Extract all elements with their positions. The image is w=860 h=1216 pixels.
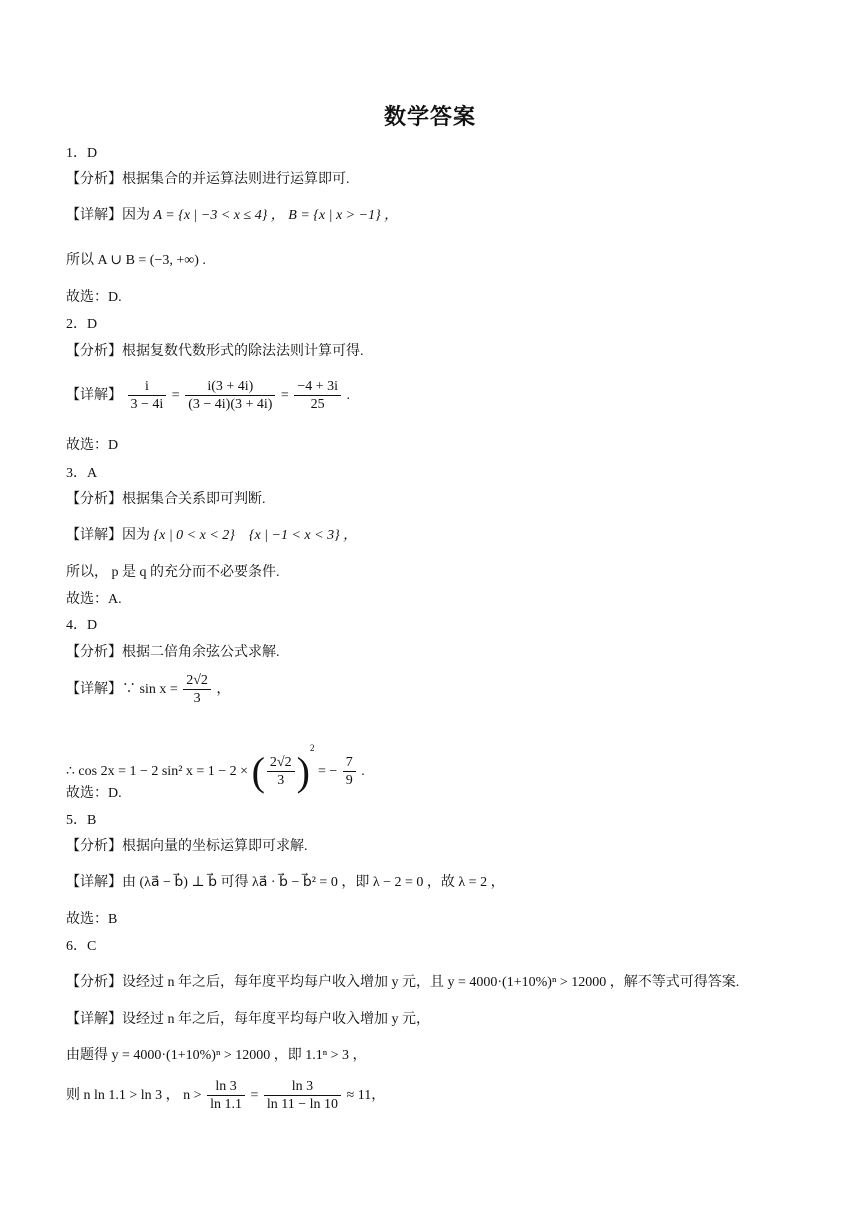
- q2-fraction-3: $\frac{-4 + 3i}{25}$: [294, 378, 341, 413]
- q1-detail-prefix: 【详解】因为: [66, 208, 150, 223]
- q6-left-fraction: $\frac{\ln 3}{\ln 1.1}$: [207, 1078, 245, 1113]
- q6-number: 6．C: [66, 939, 97, 954]
- q1-answer: 故选：D.: [66, 290, 122, 305]
- q5-number: 5．B: [66, 813, 97, 828]
- q5-detail: 【详解】由 (λa⃗ − b⃗) ⊥ b⃗ 可得 λa⃗ · b⃗ − b⃗² = 0 ，即 λ − 2 = 0 ，故 λ = 2 ，: [66, 875, 505, 890]
- q4-detail: 【详解】∵ sin x = $\frac{2√2}{3}$ ，: [66, 673, 231, 707]
- q2-fraction-2: $\frac{i(3 + 4i)}{(3 - 4i)(3 + 4i)}$: [185, 378, 275, 413]
- q5-analysis: 【分析】根据向量的坐标运算即可求解.: [66, 839, 308, 854]
- q4-number: 4．D: [66, 618, 98, 633]
- q4-answer: 故选：D.: [66, 786, 122, 801]
- q6-line2-prefix: 则 n ln 1.1 > ln 3 ， n >: [66, 1088, 202, 1103]
- q1-detail: [66, 207, 398, 225]
- q1-detail-math: A = {x | −3 < x ≤ 4} ， B = {x | x > −1} ，: [153, 208, 399, 223]
- q6-detail: 【详解】设经过 n 年之后，每年度平均每户收入增加 y 元，: [66, 1012, 430, 1027]
- q4-detail-prefix: 【详解】∵ sin x =: [66, 682, 178, 697]
- page-title: 数学答案: [383, 105, 476, 130]
- q2-fraction-1: $\frac{i}{3 - 4i}$: [128, 378, 167, 413]
- q3-detail: [66, 527, 357, 545]
- q2-number: 2．D: [66, 317, 98, 332]
- q2-detail-prefix: 【详解】: [66, 388, 122, 403]
- q2-answer: 故选：D: [66, 438, 119, 453]
- q4-cos-line: ∴ cos 2x = 1 − 2 sin² x = 1 − 2 × ( $\frac{2√2}{3}$ )$^2$ = − $\frac{7}{9}$ .: [66, 743, 365, 794]
- q3-number: 3．A: [66, 466, 98, 481]
- q2-detail: 【详解】 $\frac{i}{3 - 4i}$ = $\frac{i(3 + 4i)}{(3 - 4i)(3 + 4i)}$ = $\frac{-4 + 3i}{25}$ .: [66, 379, 351, 413]
- q5-answer: 故选：B: [66, 912, 118, 927]
- q4-analysis: 【分析】根据二倍角余弦公式求解.: [66, 645, 280, 660]
- q6-analysis: 【分析】设经过 n 年之后，每年度平均每户收入增加 y 元，且 y = 4000·(1+10%)ⁿ > 12000 ，解不等式可得答案.: [66, 975, 740, 990]
- q2-analysis: 【分析】根据复数代数形式的除法法则计算可得.: [66, 344, 364, 359]
- q1-then: 所以 A ∪ B = (−3, +∞) .: [66, 253, 206, 268]
- q6-line2-suffix: ≈ 11，: [346, 1088, 386, 1103]
- q4-sin-fraction: $\frac{2√2}{3}$: [183, 672, 211, 707]
- q4-inner-fraction: $\frac{2√2}{3}$: [267, 754, 295, 789]
- q1-number: 1．D: [66, 146, 98, 161]
- q4-result-fraction: $\frac{7}{9}$: [343, 754, 356, 789]
- q3-detail-math: {x | 0 < x < 2} {x | −1 < x < 3} ，: [153, 528, 358, 543]
- q6-right-fraction: $\frac{\ln 3}{\ln 11 - \ln 10}$: [264, 1078, 341, 1113]
- q6-line1: 由题得 y = 4000·(1+10%)ⁿ > 12000 ，即 1.1ⁿ > 3 ，: [66, 1048, 367, 1063]
- q3-then: 所以， p 是 q 的充分而不必要条件.: [66, 565, 280, 580]
- q1-analysis: 【分析】根据集合的并运算法则进行运算即可.: [66, 172, 350, 187]
- q4-cos-prefix: ∴ cos 2x = 1 − 2 sin² x = 1 − 2 ×: [66, 764, 249, 779]
- q3-answer: 故选：A.: [66, 592, 122, 607]
- q3-detail-prefix: 【详解】因为: [66, 528, 150, 543]
- q6-line2: 则 n ln 1.1 > ln 3 ， n > $\frac{\ln 3}{\ln 1.1}$ = $\frac{\ln 3}{\ln 11 - \ln 10}$ ≈ 11，: [66, 1079, 386, 1113]
- q3-analysis: 【分析】根据集合关系即可判断.: [66, 492, 266, 507]
